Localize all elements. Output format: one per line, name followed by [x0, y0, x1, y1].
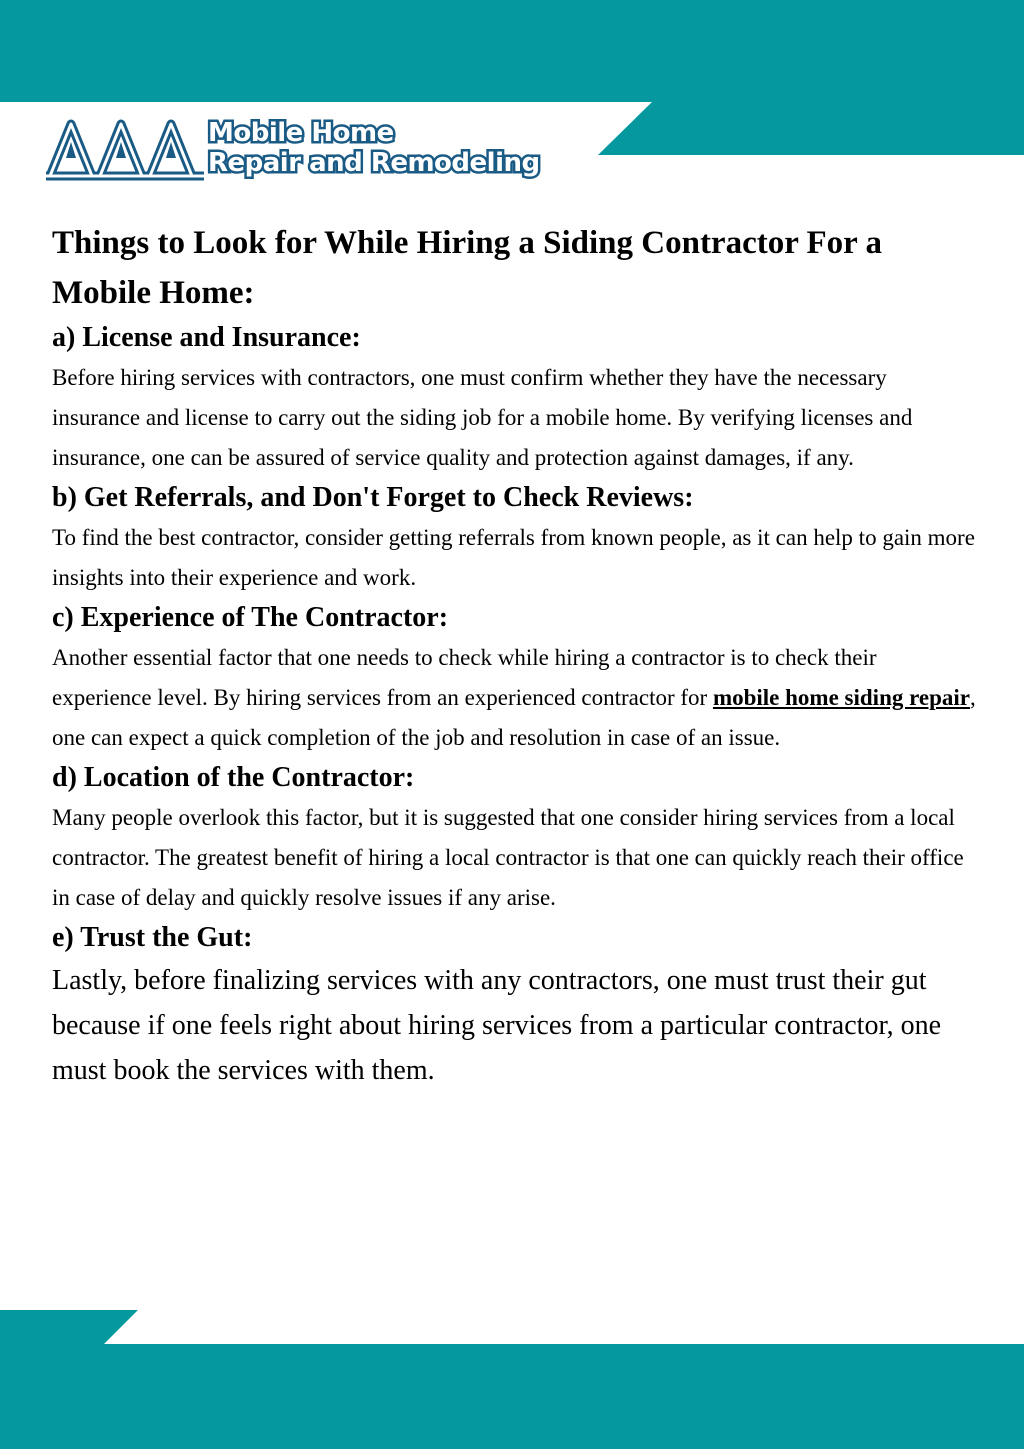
article-content: [52, 218, 977, 1093]
bottom-teal-banner: [0, 1310, 1024, 1449]
section-heading-referrals: b) Get Referrals, and Don't Forget to Check Reviews:: [52, 482, 694, 513]
section-body-location: Many people overlook this factor, but it is suggested that one consider hiring services from a local contractor. The greatest benefit of hiring a local contractor is that one can quickly reach their office in case of delay and quickly resolve issues if any arise.: [52, 805, 964, 910]
section-heading-experience: c) Experience of The Contractor:: [52, 602, 449, 633]
section-heading-license: a) License and Insurance:: [52, 322, 361, 353]
logo-line-2: Repair and Remodeling: [208, 148, 540, 178]
section-heading-trust: e) Trust the Gut:: [52, 922, 253, 953]
experience-text-after: , one can expect a quick completion of the job and resolution in case of an issue.: [52, 685, 976, 750]
mobile-home-siding-repair-link[interactable]: mobile home siding repair: [712, 685, 971, 710]
aaa-logo-icon: [46, 118, 206, 182]
experience-text-before: Another essential factor that one needs to check while hiring a contractor is to check their experience level. By hiring services from an experienced contractor for: [52, 645, 877, 710]
company-logo: [46, 118, 540, 186]
section-body-license: Before hiring services with contractors, one must confirm whether they have the necessary insurance and license to carry out the siding job for a mobile home. By verifying licenses and insurance, one can be assured of service quality and protection against damages, if any.: [52, 365, 913, 470]
section-body-referrals: To find the best contractor, consider getting referrals from known people, as it can help to gain more insights into their experience and work.: [52, 525, 975, 590]
logo-wordmark: [208, 118, 540, 178]
section-body-trust: Lastly, before finalizing services with any contractors, one must trust their gut because if one feels right about hiring services from a particular contractor, one must book the services with them.: [52, 965, 942, 1086]
page-title: Things to Look for While Hiring a Siding Contractor For a Mobile Home:: [52, 225, 882, 311]
section-heading-location: d) Location of the Contractor:: [52, 762, 415, 793]
section-body-experience: [52, 638, 977, 758]
logo-line-1: Mobile Home: [208, 118, 394, 148]
